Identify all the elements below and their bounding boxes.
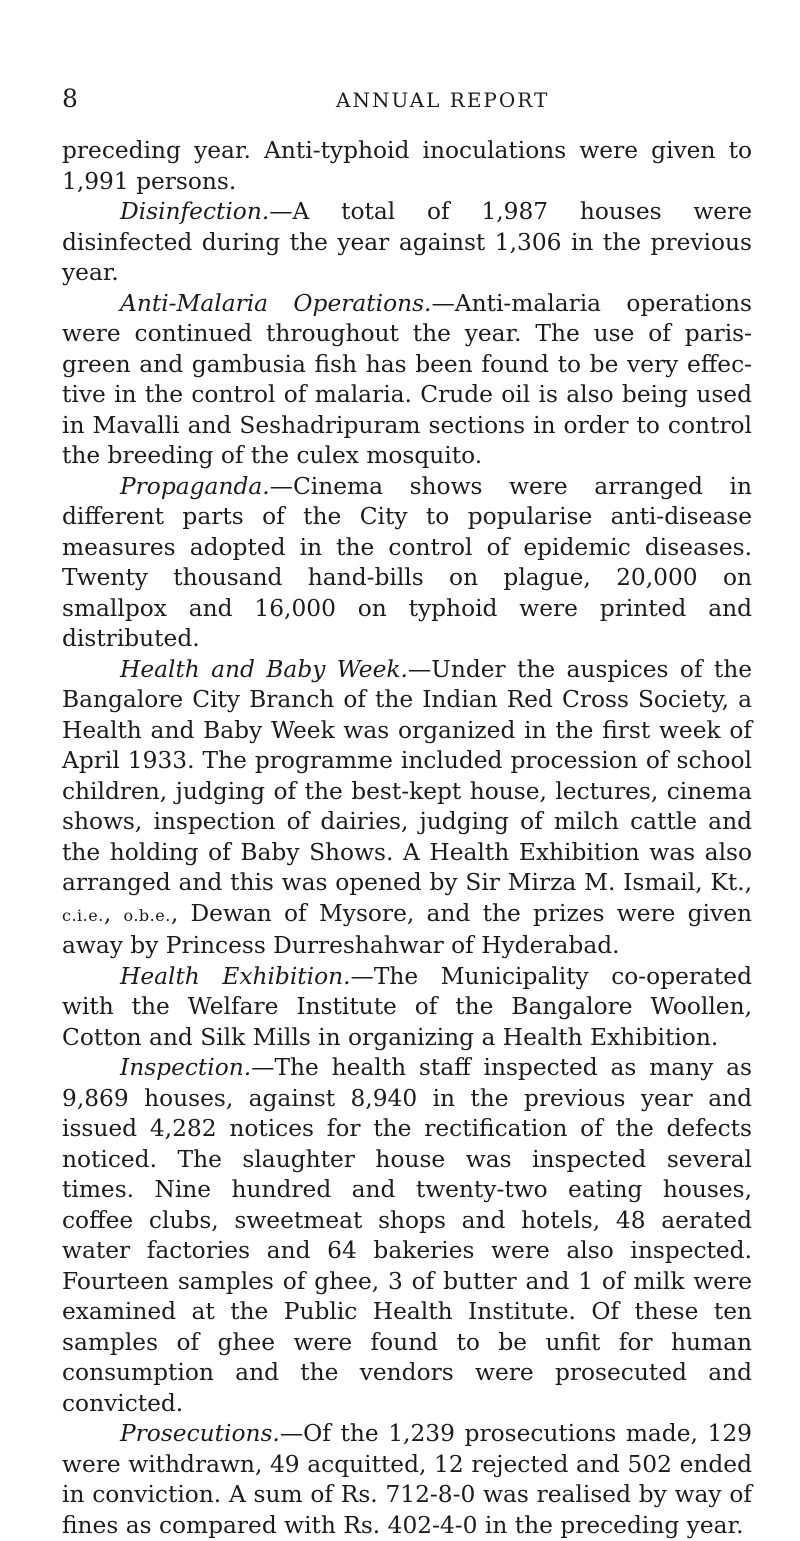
paragraph-text: —Of the 1,239 prosecutions made, 129 were withdrawn, 49 acquitted, 12 rejected and 502 ended in conviction. A sum of Rs. 712-8-0 was realised by way of fines as compared with Rs. 402-4-0 in the preceding year.	[62, 1420, 752, 1539]
paragraph-text: —Under the auspices of the Bangalore City Branch of the Indian Red Cross Society, a Health and Baby Week was organized in the first week of April 1933. The programme included procession of school children, judging of the best-kept house, lectures, cinema shows, inspection of dairies, judging of milch cattle and the holding of Baby Shows. A Health Exhibition was also arranged and this was opened by Sir Mirza M. Ismail, Kt.,	[62, 655, 753, 896]
paragraph-health-exhibition	[62, 962, 752, 1054]
honours-cie: c.i.e.	[62, 905, 104, 925]
body-text	[62, 136, 752, 1541]
paragraph-disinfection	[62, 197, 752, 289]
paragraph-propaganda	[62, 472, 752, 655]
section-heading-health-baby-week: Health and Baby Week.	[120, 655, 408, 683]
paragraph-text: —The health staff inspected as many as 9,869 houses, against 8,940 in the previous year and issued 4,282 notices for the rectification of the defects noticed. The slaughter house was inspected several times. Nine hundred and twenty-two eating houses, coffee clubs, sweetmeat shops and hotels, 48 aerated water factories and 64 bakeries were also inspected. Fourteen samples of ghee, 3 of butter and 1 of milk were examined at the Public Health Institute. Of these ten samples of ghee were found to be unfit for human consumption and the vendors were prosecuted and convicted.	[62, 1054, 752, 1417]
honours-separator: ,	[103, 899, 124, 927]
running-head: ANNUAL REPORT	[336, 88, 550, 112]
paragraph-text: —A total of 1,987 houses were disinfected during the year against 1,306 in the previous year.	[62, 198, 752, 286]
section-heading-health-exhibition: Health Exhibition.	[120, 962, 351, 990]
honours-obe: o.b.e.	[123, 905, 171, 925]
paragraph-continuation	[62, 136, 752, 197]
paragraph-text: —Anti-malaria operations were continued throughout the year. The use of paris-green and gambusia fish has been found to be very effective in the control of malaria. Crude oil is also being used in Mavalli and Seshadripuram sections in order to control the breeding of the culex mosquito.	[62, 289, 752, 469]
paragraph-anti-malaria	[62, 289, 752, 472]
paragraph-text: —Cinema shows were arranged in different parts of the City to popularise anti-disease measures adopted in the control of epidemic diseases. Twenty thousand hand-bills on plague, 20,000 on smallpox and 16,000 on typhoid were printed and distributed.	[62, 472, 752, 652]
paragraph-inspection	[62, 1053, 752, 1419]
paragraph-text: preceding year. Anti-typhoid inoculations were given to 1,991 persons.	[62, 137, 752, 195]
paragraph-health-baby-week	[62, 655, 752, 962]
section-heading-disinfection: Disinfection.	[120, 198, 270, 225]
paragraph-prosecutions	[62, 1419, 752, 1541]
section-heading-inspection: Inspection.	[120, 1054, 252, 1081]
paragraph-text: , Dewan of Mysore, and the prizes were given away by Princess Durreshahwar of Hyderabad.	[62, 899, 753, 959]
section-heading-prosecutions: Prosecutions.	[120, 1420, 280, 1447]
paragraph-text: —The Municipality co-operated with the Welfare Institute of the Bangalore Woollen, Cotton and Silk Mills in organizing a Health Exhibition.	[62, 962, 752, 1051]
section-heading-anti-malaria: Anti-Malaria Operations.	[120, 289, 432, 317]
page-number: 8	[62, 84, 78, 113]
section-heading-propaganda: Propaganda.	[120, 472, 270, 500]
